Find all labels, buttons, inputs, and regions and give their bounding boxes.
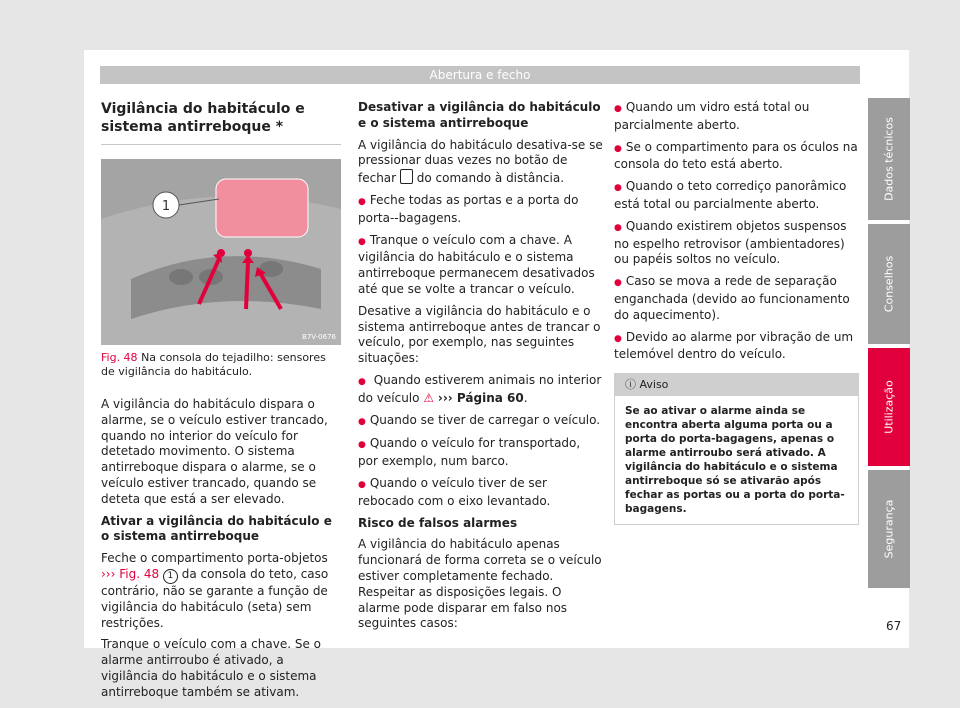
- warning-box-text: Se ao ativar o alarme ainda se encontra aberta alguma porta ou a porta do porta-bagagens, apenas o alarme antirroubo será ativado. A vigilância do habitáculo e o sistema antirreboque só se ativarão após fechar as portas ou a porta do porta-bagagens.: [625, 405, 845, 516]
- warning-box: [614, 373, 859, 525]
- paragraph: Feche o compartimento porta-objetos ››› Fig. 48 1 da consola do teto, caso contrário, não se garante a função de vigilância do habitáculo (seta) sem restrições.: [101, 551, 329, 630]
- paragraph: A vigilância do habitáculo apenas funcionará de forma correta se o veículo estiver completamente fechado. Respeitar as disposições legais. O alarme pode disparar em falso nos seguintes casos:: [358, 537, 602, 631]
- roof-console-illustration: [101, 159, 341, 345]
- list-item: ● Quando o veículo tiver de ser rebocado com o eixo levantado.: [358, 476, 603, 510]
- list-item: ● Quando existirem objetos suspensos no espelho retrovisor (ambientadores) ou papéis soltos no veículo.: [614, 219, 859, 268]
- list-item: ● Quando o veículo for transportado, por exemplo, num barco.: [358, 436, 603, 470]
- warning-icon: ⚠: [423, 390, 435, 405]
- subheading: Risco de falsos alarmes: [358, 515, 518, 530]
- section-title: Vigilância do habitáculo e sistema antirreboque *: [101, 100, 341, 145]
- tab-utilizacao[interactable]: Utilização: [868, 348, 910, 466]
- paragraph: A vigilância do habitáculo desativa-se se pressionar duas vezes no botão de fechar do comando à distância.: [358, 137, 603, 186]
- figure-48: [101, 159, 341, 345]
- paragraph: Desative a vigilância do habitáculo e o sistema antirreboque antes de trancar o veículo, por exemplo, nas seguintes situações:: [358, 303, 601, 366]
- column-1: [101, 100, 341, 707]
- warning-box-header: [615, 374, 858, 396]
- list-item: ● Quando o teto corrediço panorâmico está total ou parcialmente aberto.: [614, 179, 859, 213]
- lock-button-icon: [400, 169, 413, 184]
- column-3: [614, 100, 859, 525]
- list-item: ● Quando um vidro está total ou parcialmente aberto.: [614, 100, 859, 134]
- list-item: ● Quando estiverem animais no interior do veículo ⚠ ››› Página 60.: [358, 373, 603, 407]
- list-item: ● Quando se tiver de carregar o veículo.: [358, 413, 603, 431]
- list-item: ● Caso se mova a rede de separação enganchada (devido ao funcionamento do aquecimento).: [614, 274, 859, 323]
- subheading: Desativar a vigilância do habitáculo e o sistema antirreboque: [358, 100, 601, 130]
- figure-caption-text: Na consola do tejadilho: sensores de vigilância do habitáculo.: [101, 351, 326, 378]
- paragraph: A vigilância do habitáculo dispara o alarme, se o veículo estiver trancado, quando no interior do veículo for detetado movimento. O sistema antirreboque dispara o alarme, se o veículo estiver trancado, quando se deteta que está a ser elevado.: [101, 397, 328, 506]
- subheading: Ativar a vigilância do habitáculo e o sistema antirreboque: [101, 513, 332, 544]
- figure-code: B7V-0676: [302, 333, 336, 341]
- list-item: ● Devido ao alarme por vibração de um telemóvel dentro do veículo.: [614, 330, 859, 364]
- list-item: ● Tranque o veículo com a chave. A vigilância do habitáculo e o sistema antirreboque permanecem desativados até que se volte a trancar o veículo.: [358, 233, 603, 298]
- list-item: ● Se o compartimento para os óculos na consola do teto está aberto.: [614, 140, 859, 174]
- page-number: 67: [886, 619, 902, 633]
- figure-callout: 1: [161, 199, 171, 214]
- page-header: Abertura e fecho: [100, 66, 860, 84]
- list-item: ● Feche todas as portas e a porta do porta--bagagens.: [358, 193, 603, 227]
- info-icon: ⓘ: [625, 378, 636, 392]
- figure-link[interactable]: ››› Fig. 48: [101, 566, 160, 581]
- figure-caption: [101, 351, 341, 379]
- tab-seguranca[interactable]: Segurança: [868, 470, 910, 588]
- callout-number: 1: [163, 569, 178, 584]
- page-link[interactable]: ››› Página 60: [437, 390, 524, 405]
- paragraph: Tranque o veículo com a chave. Se o alarme antirroubo é ativado, a vigilância do habitáculo e o sistema antirreboque também se ativam.: [101, 637, 321, 699]
- tab-dados-tecnicos[interactable]: Dados técnicos: [868, 98, 910, 220]
- warning-box-title: Aviso: [639, 378, 669, 392]
- figure-label: Fig. 48: [101, 351, 138, 364]
- tab-conselhos[interactable]: Conselhos: [868, 224, 910, 344]
- column-2: [358, 100, 603, 638]
